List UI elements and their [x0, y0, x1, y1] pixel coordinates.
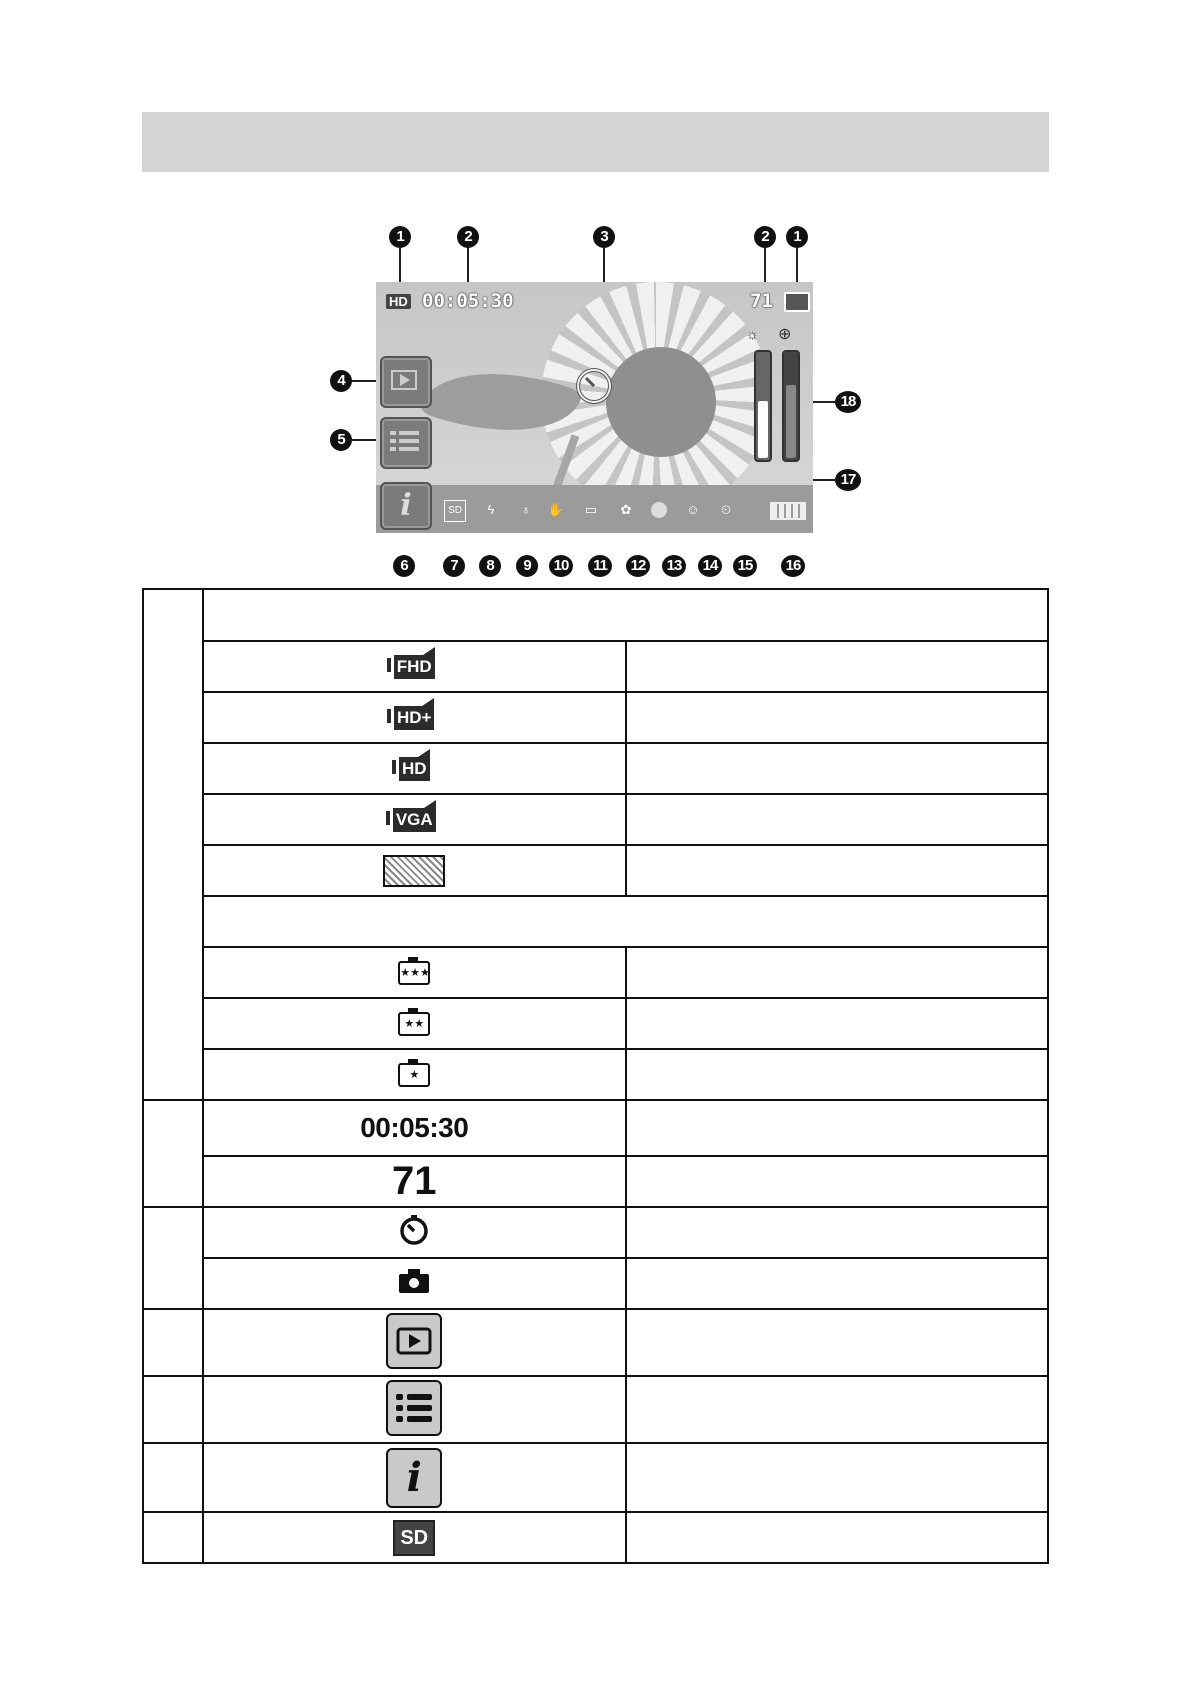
playback-button[interactable]: [380, 356, 432, 408]
row-number-cell: [143, 1309, 203, 1376]
playback-icon: [386, 1313, 442, 1369]
zoom-slider-fill: [786, 385, 796, 458]
row-number-cell: [143, 589, 203, 1100]
row-number-cell: [143, 1512, 203, 1563]
description-cell: [626, 1049, 1049, 1100]
icon-cell: [203, 845, 626, 896]
self-timer-icon: [397, 1213, 431, 1247]
callout-11: 11: [588, 555, 612, 577]
flash-off-icon: ϟ: [487, 502, 495, 517]
shots-remaining-display: 71: [392, 1159, 437, 1203]
callout-14: 14: [698, 555, 722, 577]
quality-section-header: [203, 896, 1048, 947]
icon-cell: [203, 1258, 626, 1309]
menu-icon: [386, 1380, 442, 1436]
info-button[interactable]: [380, 482, 432, 530]
callout-9: 9: [516, 555, 538, 577]
shots-remaining-text: 71: [750, 290, 773, 312]
description-cell: [626, 1376, 1049, 1443]
macro-flower-icon: ✿: [620, 502, 632, 517]
callout-6: 6: [393, 555, 415, 577]
description-cell: [626, 1443, 1049, 1512]
sunflower-center: [606, 347, 716, 457]
brightness-slider[interactable]: [754, 350, 772, 462]
callout-13: 13: [662, 555, 686, 577]
description-cell: [626, 692, 1049, 743]
recording-time-text: 00:05:30: [422, 290, 514, 312]
description-cell: [626, 1156, 1049, 1207]
brightness-icon: ☼: [746, 326, 759, 342]
callout-12: 12: [626, 555, 650, 577]
time-stamp-icon: ⏲: [720, 502, 732, 517]
description-cell: [626, 1512, 1049, 1563]
description-cell: [626, 998, 1049, 1049]
callout-18: 18: [835, 391, 861, 413]
row-number-cell: [143, 1207, 203, 1309]
row-number-cell: [143, 1376, 203, 1443]
zoom-in-icon: ⊕: [778, 326, 792, 343]
camera-preview-screen: [376, 282, 813, 533]
description-cell: [626, 1309, 1049, 1376]
description-cell: [626, 1258, 1049, 1309]
quality-one-star-icon: ★: [398, 1063, 430, 1087]
callout-7: 7: [443, 555, 465, 577]
row-number-cell: [143, 1100, 203, 1207]
self-timer-icon: [572, 364, 616, 408]
section-header-bar: [142, 112, 1049, 172]
description-cell: [626, 845, 1049, 896]
quality-three-star-icon: ★★★: [398, 961, 430, 985]
callout-17: 17: [835, 469, 861, 491]
icon-cell: [203, 1309, 626, 1376]
hd-resolution-icon: HD: [399, 757, 430, 781]
sd-card-icon: SD: [393, 1520, 435, 1556]
icon-cell: [203, 1443, 626, 1512]
icon-cell: [203, 1376, 626, 1443]
icon-cell: [203, 743, 626, 794]
zoom-slider[interactable]: [782, 350, 800, 462]
recording-time-display: 00:05:30: [360, 1112, 469, 1143]
fhd-resolution-icon: FHD: [394, 655, 435, 679]
effect-circle-icon: [649, 500, 669, 520]
callout-2-right: 2: [754, 226, 776, 248]
description-cell: [626, 794, 1049, 845]
resolution-hd-badge: HD: [386, 294, 411, 309]
resolution-section-header: [203, 589, 1048, 641]
row-number-cell: [143, 1443, 203, 1512]
icon-cell: [203, 998, 626, 1049]
callout-1-right: 1: [786, 226, 808, 248]
icon-cell: [203, 1207, 626, 1258]
info-icon: i: [400, 488, 412, 523]
icon-cell: [203, 1100, 626, 1156]
callout-10: 10: [549, 555, 573, 577]
quality-two-star-icon: ★★: [398, 1012, 430, 1036]
callout-2-left: 2: [457, 226, 479, 248]
sd-card-icon: SD: [444, 500, 466, 522]
icon-cell: [203, 947, 626, 998]
icon-cell: [203, 692, 626, 743]
hd-plus-resolution-icon: HD+: [394, 706, 434, 730]
callout-3: 3: [593, 226, 615, 248]
icon-cell: [203, 1156, 626, 1207]
callout-1-left: 1: [389, 226, 411, 248]
description-cell: [626, 1100, 1049, 1156]
icon-cell: [203, 1049, 626, 1100]
scene-icon: ▭: [584, 502, 598, 517]
camera-icon: [397, 1267, 431, 1295]
brightness-slider-fill: [758, 401, 768, 458]
battery-icon: [770, 502, 806, 520]
info-icon: i: [386, 1448, 442, 1508]
callout-5: 5: [330, 429, 352, 451]
play-icon: [388, 1315, 440, 1367]
menu-list-icon: [388, 1382, 440, 1434]
menu-list-icon: [382, 419, 426, 463]
face-detect-icon: ☺: [686, 502, 700, 517]
motion-detect-icon: [383, 855, 445, 887]
callout-16: 16: [781, 555, 805, 577]
description-cell: [626, 641, 1049, 692]
icon-cell: [203, 794, 626, 845]
icon-cell: [203, 641, 626, 692]
quality-icon: [784, 292, 810, 312]
menu-button[interactable]: [380, 417, 432, 469]
vga-resolution-icon: VGA: [393, 808, 436, 832]
description-cell: [626, 1207, 1049, 1258]
callout-4: 4: [330, 370, 352, 392]
callout-15: 15: [733, 555, 757, 577]
lamp-icon: ♁: [521, 502, 531, 517]
stabilizer-hand-icon: ✋: [547, 502, 565, 517]
description-cell: [626, 743, 1049, 794]
description-cell: [626, 947, 1049, 998]
icon-legend-table: [142, 588, 1049, 1564]
callout-8: 8: [479, 555, 501, 577]
play-icon: [382, 358, 426, 402]
icon-cell: [203, 1512, 626, 1563]
